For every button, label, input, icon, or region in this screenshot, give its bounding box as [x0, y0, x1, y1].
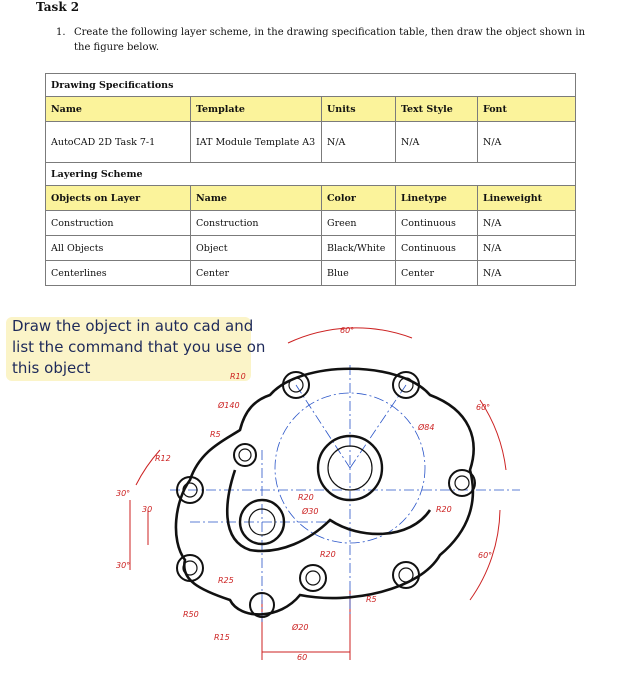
table-cell: N/A: [478, 236, 576, 261]
header-cell: Color: [322, 186, 396, 211]
table-cell: IAT Module Template A3: [191, 122, 322, 163]
dim-label: 30°: [116, 561, 131, 570]
table-cell: Centerlines: [46, 261, 191, 286]
table-cell: Construction: [191, 211, 322, 236]
table-cell: N/A: [322, 122, 396, 163]
header-cell: Lineweight: [478, 186, 576, 211]
dim-label: R5: [210, 430, 221, 439]
header-cell: Name: [191, 186, 322, 211]
dim-label: 60°: [476, 403, 491, 412]
table-cell: Green: [322, 211, 396, 236]
header-cell: Template: [191, 97, 322, 122]
task-title: Task 2: [36, 0, 80, 14]
table-cell: Object: [191, 236, 322, 261]
dim-label: 60°: [340, 326, 355, 335]
table-cell: N/A: [396, 122, 478, 163]
dim-label: 30°: [116, 489, 131, 498]
table-cell: Construction: [46, 211, 191, 236]
table-cell: N/A: [478, 261, 576, 286]
dim-label: Ø20: [292, 623, 309, 632]
table-cell: Center: [191, 261, 322, 286]
header-cell: Objects on Layer: [46, 186, 191, 211]
header-cell: Name: [46, 97, 191, 122]
dim-label: R15: [214, 633, 230, 642]
drawing-specs-title: Drawing Specifications: [46, 74, 576, 97]
dim-label: Ø84: [418, 423, 435, 432]
dim-label: R50: [183, 610, 199, 619]
layering-scheme-title: Layering Scheme: [46, 163, 576, 186]
dim-label: 30: [142, 505, 153, 514]
dim-label: R25: [218, 576, 234, 585]
table-cell: Black/White: [322, 236, 396, 261]
dim-label: R12: [155, 454, 171, 463]
dim-label: R20: [320, 550, 336, 559]
dim-label: Ø140: [218, 401, 240, 410]
note-text: Draw the object in auto cad and list the command that you use on this object: [12, 317, 266, 377]
table-cell: Blue: [322, 261, 396, 286]
table-cell: Continuous: [396, 236, 478, 261]
table-cell: All Objects: [46, 236, 191, 261]
table-cell: Continuous: [396, 211, 478, 236]
dim-label: R20: [436, 505, 452, 514]
header-cell: Font: [478, 97, 576, 122]
header-cell: Linetype: [396, 186, 478, 211]
header-cell: Units: [322, 97, 396, 122]
dim-label: 60°: [478, 551, 493, 560]
table-cell: N/A: [478, 122, 576, 163]
instruction-number: 1.: [56, 27, 66, 38]
header-cell: Text Style: [396, 97, 478, 122]
table-cell: AutoCAD 2D Task 7-1: [46, 122, 191, 163]
dim-label: 60: [297, 653, 308, 662]
table-cell: Center: [396, 261, 478, 286]
instruction-text: Create the following layer scheme, in the drawing specification table, then draw the object shown in the figure below.: [74, 27, 586, 53]
dim-label: R20: [298, 493, 314, 502]
dim-label: R5: [366, 595, 377, 604]
dim-label: R10: [230, 372, 246, 381]
dim-label: Ø30: [302, 507, 319, 516]
table-cell: N/A: [478, 211, 576, 236]
